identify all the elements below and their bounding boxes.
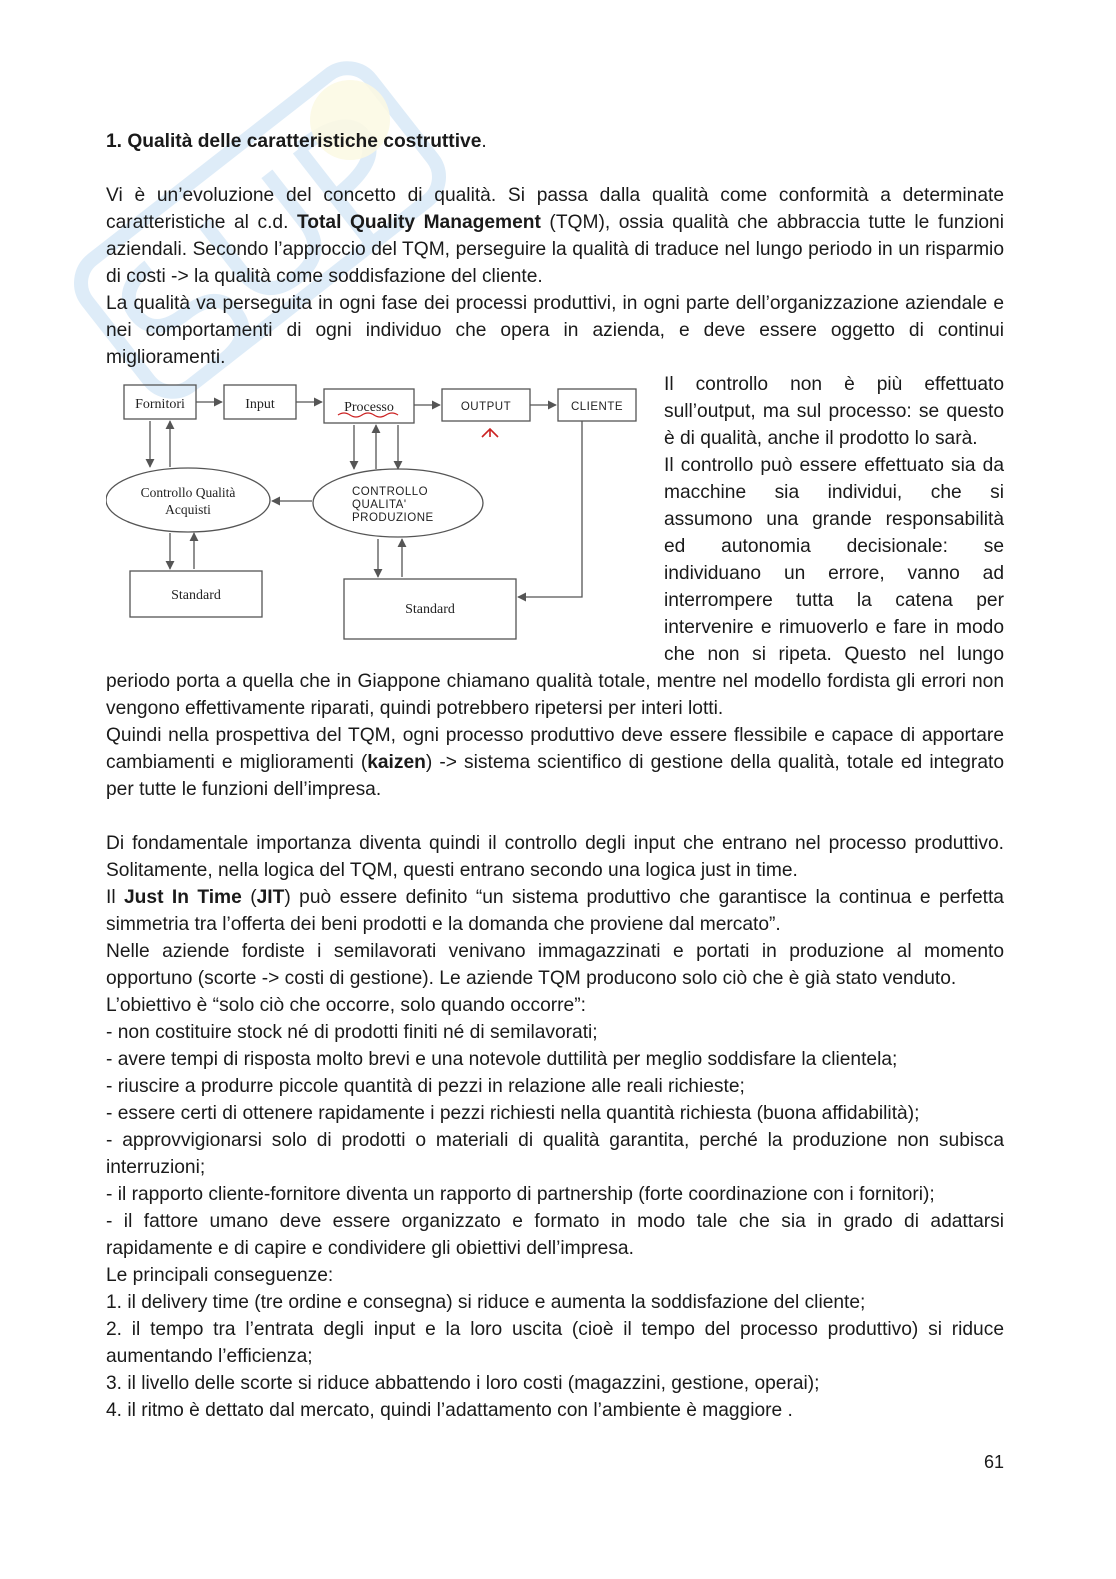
tqm-flow-diagram — [106, 375, 644, 643]
label-cq-acquisti-1: Controllo Qualità — [140, 485, 236, 500]
label-fornitori: Fornitori — [135, 397, 185, 412]
label-standard-right: Standard — [405, 602, 455, 617]
paragraph-control-responsibility: Il controllo può essere effettuato sia da macchine sia individui, che si assumono una grande responsabilità ed autonomia decisionale: se individuano un errore, vanno ad interrompere tutta la catena per intervenire e rimuoverlo e fare in modo che non si ripeta. Questo nel lungo periodo porta a quella che in Giappone chiamano qualità totale, mentre nel modello fordista gli errori non vengono effettivamente riparati, quindi potrebbero ripetersi per interi lotti. — [106, 455, 1004, 719]
text-span: Vi è un’evoluzione del concetto di qualità. Si passa dalla qualità come conformità a determinate caratteristiche al c.d. — [106, 185, 1004, 233]
bold-term-tqm: Total Quality Management — [297, 212, 541, 233]
text-span: Quindi nella prospettiva del TQM, ogni processo produttivo deve essere flessibile e capace di apportare cambiamenti e miglioramenti ( — [106, 725, 1004, 773]
text-span: ) può essere definito “un sistema produttivo che garantisce la continua e perfetta simmetria tra l’offerta dei beni prodotti e la domanda che proviene dal mercato”. — [106, 887, 1004, 935]
paragraph-kaizen — [106, 722, 1004, 803]
list-item: - il fattore umano deve essere organizzato e formato in modo tale che sia in grado di adattarsi rapidamente e di capire e condividere gli obiettivi dell’impresa. — [106, 1211, 1004, 1259]
section-title-text: 1. Qualità delle caratteristiche costruttive — [106, 131, 482, 152]
list-item: - non costituire stock né di prodotti finiti né di semilavorati; — [106, 1022, 598, 1043]
consequences-title: Le principali conseguenze: — [106, 1265, 334, 1286]
bold-term-jit: Just In Time — [124, 887, 242, 908]
text-span: (TQM), ossia qualità che abbraccia tutte le funzioni aziendali. Secondo l’approccio del TQM, perseguire la qualità di traduce nel lungo periodo in un risparmio di costi -> la qualità come soddisfazione del cliente. — [106, 212, 1004, 287]
label-cq-acquisti-2: Acquisti — [165, 502, 211, 517]
list-item: 1. il delivery time (tre ordine e consegna) si riduce e aumenta la soddisfazione del cliente; — [106, 1292, 866, 1313]
paragraph-fordist-vs-tqm: Nelle aziende fordiste i semilavorati venivano immagazzinati e portati in produzione al momento opportuno (scorte -> costi di gestione). Le aziende TQM producono solo ciò che è già stato venduto. — [106, 941, 1004, 989]
list-item: 2. il tempo tra l’entrata degli input e la loro uscita (cioè il tempo del processo produttivo) si riduce aumentando l’efficienza; — [106, 1319, 1004, 1367]
list-item: - il rapporto cliente-fornitore diventa un rapporto di partnership (forte coordinazione con i fornitori); — [106, 1184, 935, 1205]
label-cq-produzione-3: PRODUZIONE — [352, 512, 434, 524]
paragraph-input-control: Di fondamentale importanza diventa quindi il controllo degli input che entrano nel processo produttivo. Solitamente, nella logica del TQM, questi entrano secondo una logica just in time. — [106, 833, 1004, 881]
list-item: - approvvigionarsi solo di prodotti o materiali di qualità garantita, perché la produzione non subisca interruzioni; — [106, 1130, 1004, 1178]
section-title-suffix: . — [481, 131, 487, 152]
bold-term-kaizen: kaizen — [367, 752, 426, 773]
label-output: OUTPUT — [460, 401, 512, 413]
paragraph-process-control: Il controllo non è più effettuato sull’output, ma sul processo: se questo è di qualità, anche il prodotto lo sarà. — [664, 374, 1004, 449]
list-item: 4. il ritmo è dettato dal mercato, quindi l’adattamento con l’ambiente è maggiore . — [106, 1400, 793, 1421]
label-cq-produzione-1: CONTROLLO — [352, 486, 429, 498]
label-cq-produzione-2: QUALITA' — [352, 499, 407, 511]
document-page — [106, 128, 1004, 1424]
list-item: - essere certi di ottenere rapidamente i pezzi richiesti nella quantità richiesta (buona affidabilità); — [106, 1103, 920, 1124]
list-item: 3. il livello delle scorte si riduce abbattendo i loro costi (magazzini, gestione, operai); — [106, 1373, 820, 1394]
ellipse-cq-acquisti — [106, 468, 270, 532]
page-number: 61 — [983, 1452, 1004, 1472]
label-processo: Processo — [344, 400, 394, 415]
list-item: - avere tempi di risposta molto brevi e una notevole duttilità per meglio soddisfare la clientela; — [106, 1049, 898, 1070]
paragraph-quality-phases: La qualità va perseguita in ogni fase dei processi produttivi, in ogni parte dell’organizzazione aziendale e nei comportamenti di ogni individuo che opera in azienda, e deve essere oggetto di continui miglioramenti. — [106, 293, 1004, 368]
text-span: Il — [106, 887, 125, 908]
text-span: ( — [241, 887, 257, 908]
label-input: Input — [245, 397, 275, 412]
paragraph-objective: L’obiettivo è “solo ciò che occorre, solo quando occorre”: — [106, 995, 586, 1016]
paragraph-jit-definition — [106, 884, 1004, 938]
list-item: - riuscire a produrre piccole quantità di pezzi in relazione alle reali richieste; — [106, 1076, 745, 1097]
bold-term-jit-abbr: JIT — [256, 887, 285, 908]
section-title — [106, 128, 1004, 155]
text-span: ) -> sistema scientifico di gestione della qualità, totale ed integrato per tutte le funzioni dell’impresa. — [106, 752, 1004, 800]
paragraph-tqm-intro — [106, 182, 1004, 290]
label-standard-left: Standard — [171, 588, 221, 603]
label-cliente: CLIENTE — [570, 401, 624, 413]
